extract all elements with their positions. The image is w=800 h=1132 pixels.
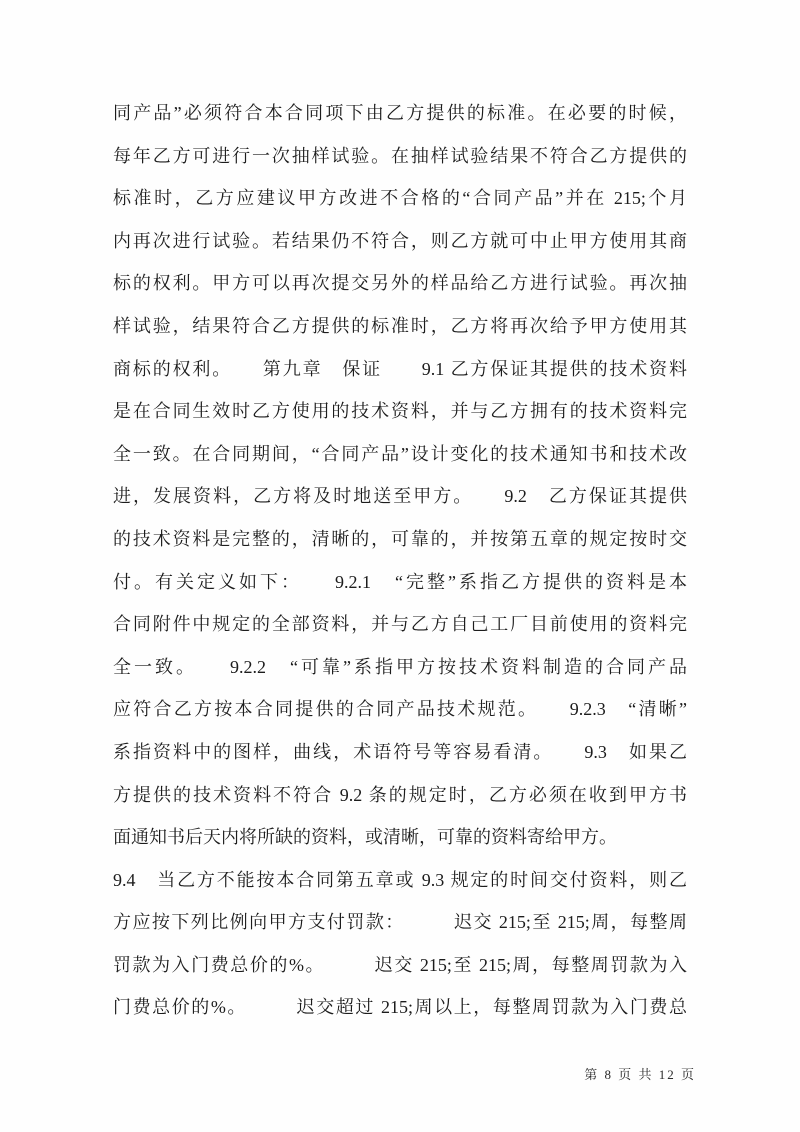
text-line: 标的权利。甲方可以再次提交另外的样品给乙方进行试验。再次抽 bbox=[113, 273, 687, 294]
text-line: 每年乙方可进行一次抽样试验。在抽样试验结果不符合乙方提供的 bbox=[113, 145, 687, 166]
text-line: 是在合同生效时乙方使用的技术资料，并与乙方拥有的技术资料完 bbox=[113, 401, 687, 422]
text-line: 罚款为入门费总价的%。 迟交 215;至 215;周，每整周罚款为入 bbox=[113, 954, 687, 975]
text-line: 同产品”必须符合本合同项下由乙方提供的标准。在必要的时候， bbox=[113, 103, 687, 123]
text-line: 方提供的技术资料不符合 9.2 条的规定时，乙方必须在收到甲方书 bbox=[113, 784, 687, 805]
text-line: 系指资料中的图样，曲线，术语符号等容易看清。 9.3 如果乙 bbox=[113, 741, 687, 762]
text-line: 9.4 当乙方不能按本合同第五章或 9.3 规定的时间交付资料，则乙 bbox=[113, 869, 687, 890]
text-line: 合同附件中规定的全部资料，并与乙方自己工厂目前使用的资料完 bbox=[113, 614, 687, 635]
document-body bbox=[113, 92, 687, 1029]
text-line: 方应按下列比例向甲方支付罚款： 迟交 215;至 215;周，每整周 bbox=[113, 912, 687, 933]
text-line: 门费总价的%。 迟交超过 215;周以上，每整周罚款为入门费总 bbox=[113, 997, 687, 1018]
text-line: 的技术资料是完整的，清晰的，可靠的，并按第五章的规定按时交 bbox=[113, 528, 687, 549]
text-line: 全一致。 9.2.2 “可靠”系指甲方按技术资料制造的合同产品 bbox=[113, 656, 687, 677]
text-line: 商标的权利。 第九章 保证 9.1 乙方保证其提供的技术资料 bbox=[113, 358, 687, 379]
text-line: 面通知书后天内将所缺的资料，或清晰，可靠的资料寄给甲方。 bbox=[113, 827, 617, 848]
text-line: 进，发展资料，乙方将及时地送至甲方。 9.2 乙方保证其提供 bbox=[113, 486, 687, 507]
text-line: 标准时，乙方应建议甲方改进不合格的“合同产品”并在 215;个月 bbox=[113, 188, 687, 209]
page-footer bbox=[563, 1048, 696, 1099]
text-line: 内再次进行试验。若结果仍不符合，则乙方就可中止甲方使用其商 bbox=[113, 230, 687, 251]
text-line: 样试验，结果符合乙方提供的标准时，乙方将再次给予甲方使用其 bbox=[113, 315, 687, 336]
text-line: 应符合乙方按本合同提供的合同产品技术规范。 9.2.3 “清晰” bbox=[113, 699, 687, 720]
text-line: 付。有关定义如下： 9.2.1 “完整”系指乙方提供的资料是本 bbox=[113, 571, 687, 592]
text-line: 全一致。在合同期间，“合同产品”设计变化的技术通知书和技术改 bbox=[113, 443, 687, 464]
page-number-label: 第 8 页 共 12 页 bbox=[584, 1067, 696, 1082]
